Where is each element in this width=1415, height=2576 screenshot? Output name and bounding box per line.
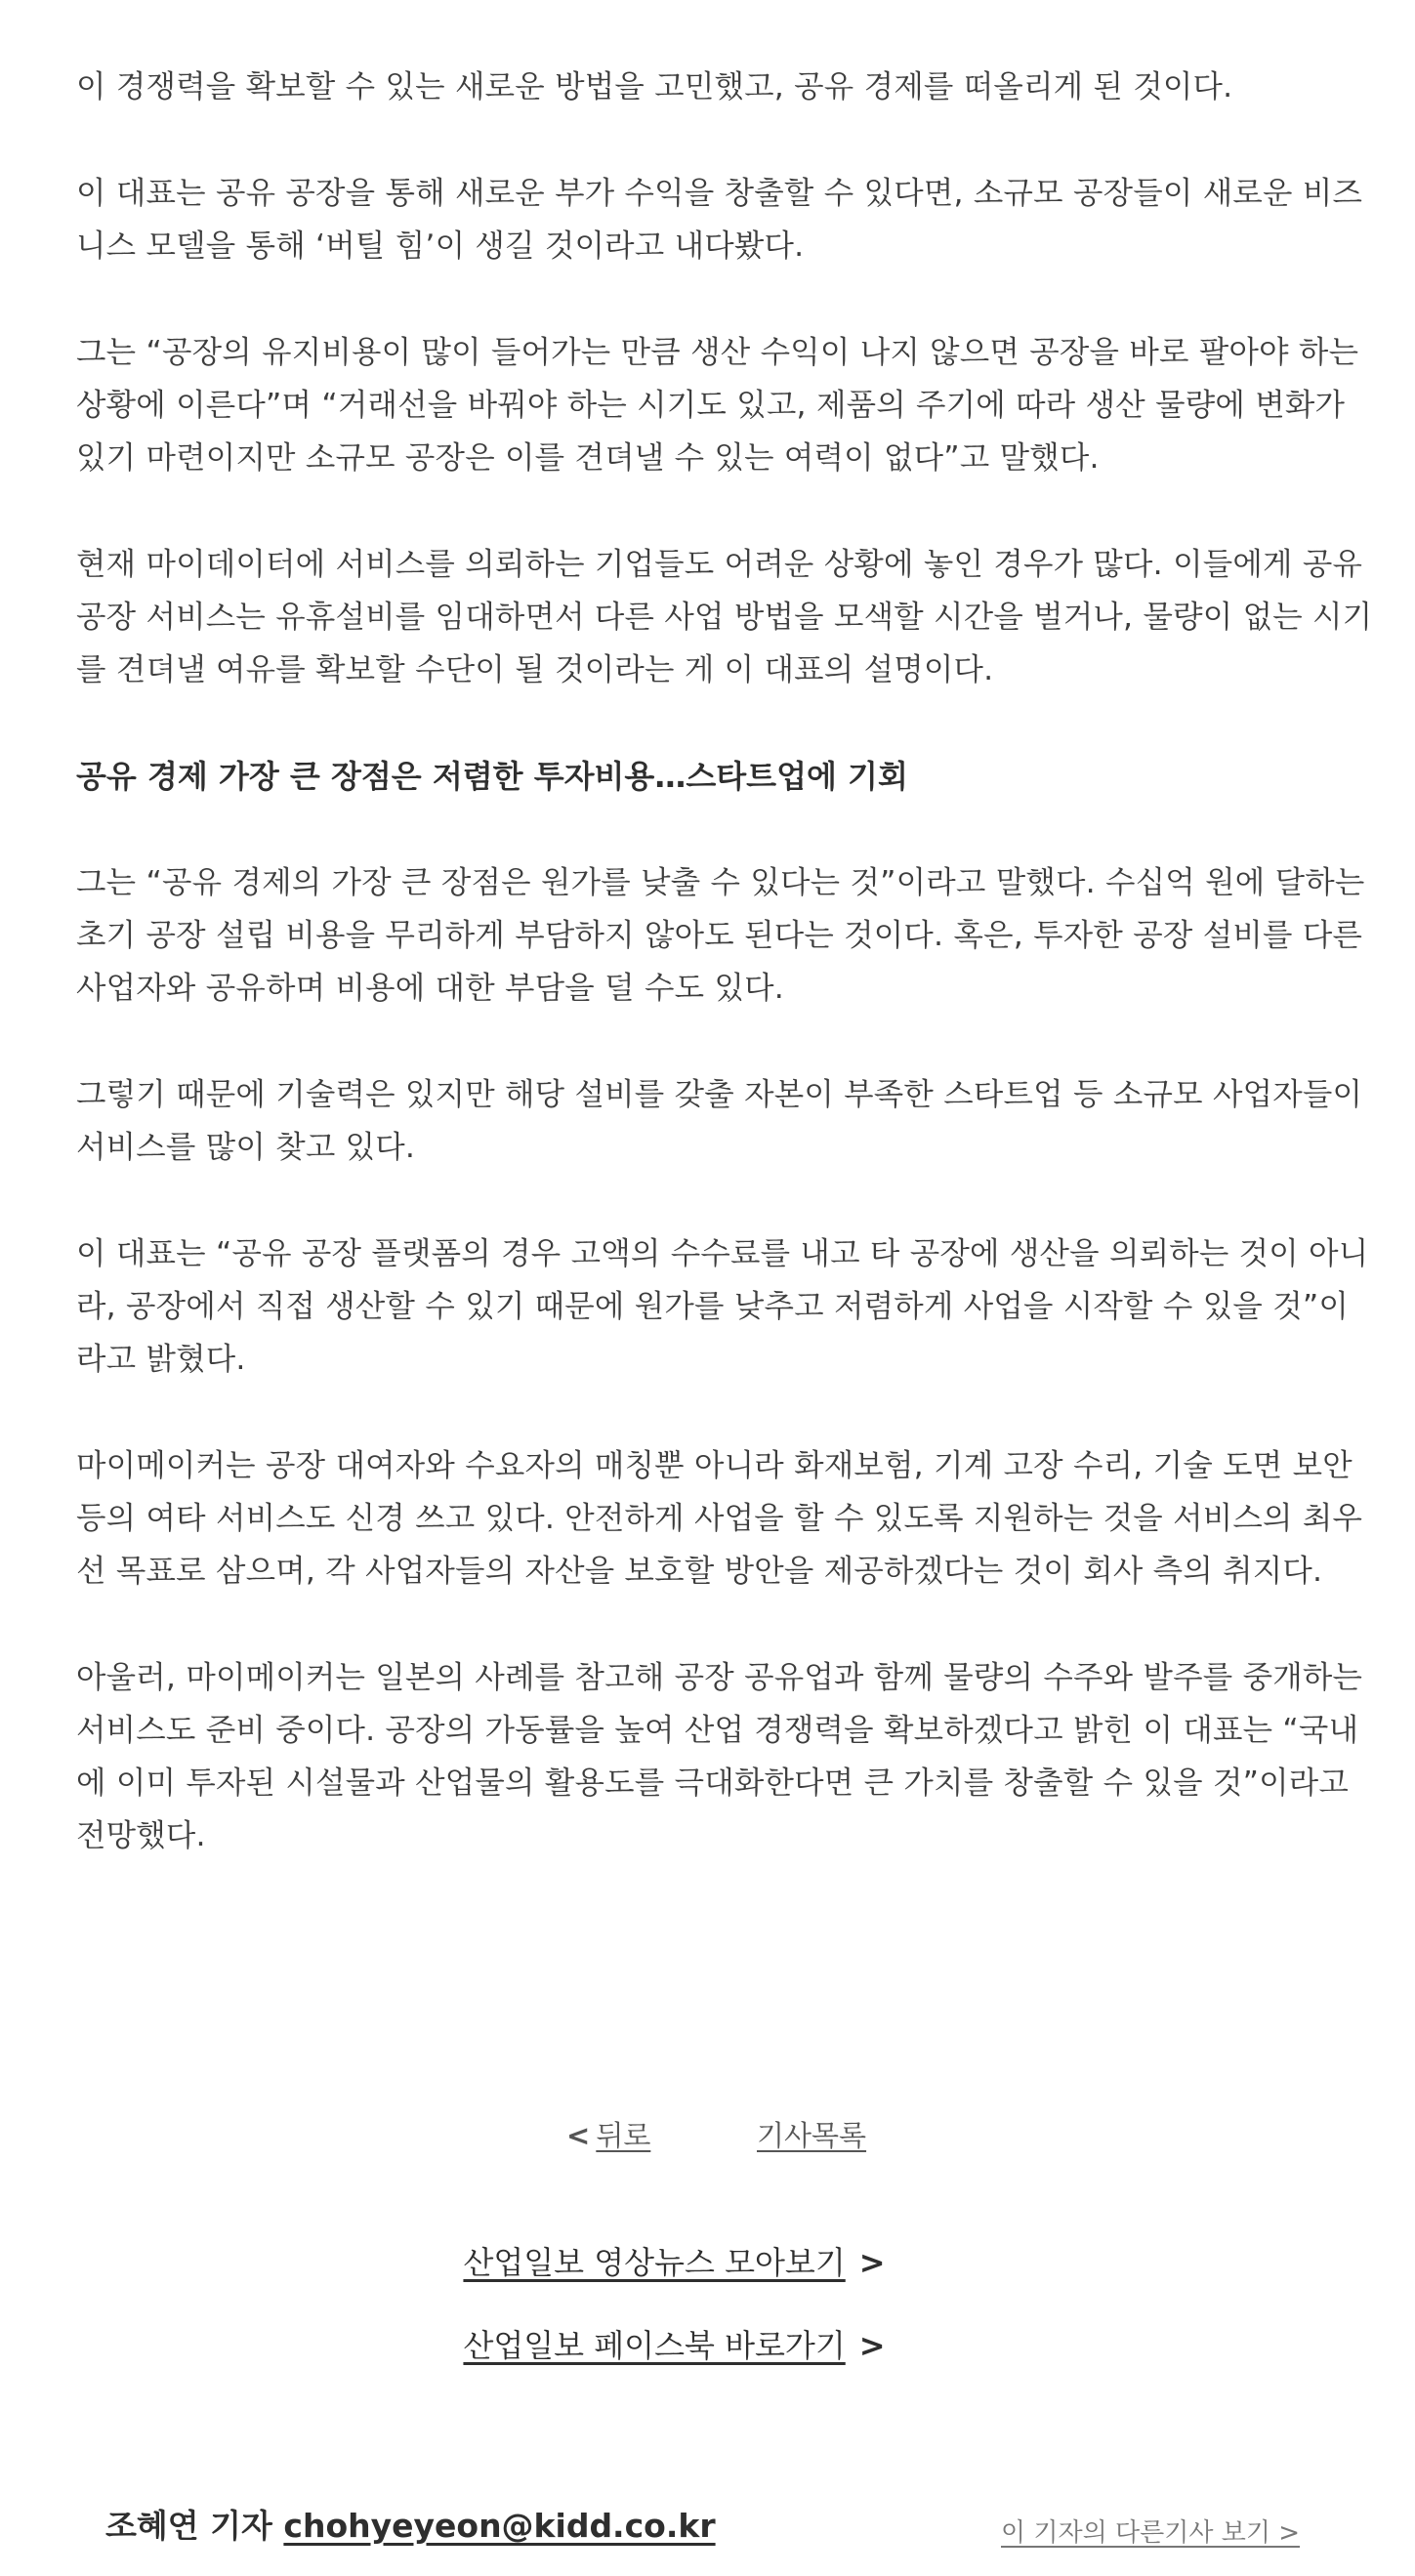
article-paragraph: 이 경쟁력을 확보할 수 있는 새로운 방법을 고민했고, 공유 경제를 떠올리게 된 것이다. bbox=[76, 69, 1233, 104]
video-news-link[interactable] bbox=[463, 2244, 845, 2281]
chevron-left-icon: < bbox=[566, 2119, 591, 2152]
article-paragraph: 그는 “공장의 유지비용이 많이 들어가는 만큼 생산 수익이 나지 않으면 공장을 바로 팔아야 하는 상황에 이른다”며 “거래선을 바꿔야 하는 시기도 있고, 제품의 주기에 따라 생산 물량에 변화가 있기 마련이지만 소규모 공장은 이를 견뎌낼 수 있는 여력이 없다”고 말했다. bbox=[76, 335, 1359, 476]
video-news-label: 산업일보 영상뉴스 모아보기 bbox=[463, 2244, 846, 2281]
article-subheading: 공유 경제 가장 큰 장점은 저렴한 투자비용…스타트업에 기회 bbox=[76, 758, 908, 795]
chevron-right-icon: > bbox=[858, 2327, 886, 2364]
article-paragraph: 현재 마이데이터에 서비스를 의뢰하는 기업들도 어려운 상황에 놓인 경우가 많다. 이들에게 공유 공장 서비스는 유휴설비를 임대하면서 다른 사업 방법을 모색할 시간을 벌거나, 물량이 없는 시기를 견뎌낼 여유를 확보할 수단이 될 것이라는 게 이 대표의 설명이다. bbox=[76, 547, 1373, 687]
facebook-label: 산업일보 페이스북 바로가기 bbox=[463, 2327, 846, 2364]
article-paragraph: 이 대표는 “공유 공장 플랫폼의 경우 고액의 수수료를 내고 타 공장에 생산을 의뢰하는 것이 아니라, 공장에서 직접 생산할 수 있기 때문에 원가를 낮추고 저렴하게 사업을 시작할 수 있을 것”이라고 밝혔다. bbox=[76, 1236, 1369, 1377]
facebook-link[interactable] bbox=[463, 2327, 845, 2364]
facebook-promo bbox=[0, 2319, 1382, 2372]
reporter-email-link[interactable]: chohyeyeon@kidd.co.kr bbox=[283, 2507, 716, 2545]
article-body bbox=[76, 61, 1375, 1916]
article-navigation bbox=[0, 2111, 1415, 2160]
video-news-promo bbox=[0, 2236, 1382, 2289]
article-paragraph: 그는 “공유 경제의 가장 큰 장점은 원가를 낮출 수 있다는 것”이라고 말했다. 수십억 원에 달하는 초기 공장 설립 비용을 무리하게 부담하지 않아도 된다는 것이다. 혹은, 투자한 공장 설비를 다른 사업자와 공유하며 비용에 대한 부담을 덜 수도 있다. bbox=[76, 865, 1365, 1006]
back-link-label: 뒤로 bbox=[596, 2119, 651, 2152]
article-paragraph: 마이메이커는 공장 대여자와 수요자의 매칭뿐 아니라 화재보험, 기계 고장 수리, 기술 도면 보안 등의 여타 서비스도 신경 쓰고 있다. 안전하게 사업을 할 수 있도록 지원하는 것을 서비스의 최우선 목표로 삼으며, 각 사업자들의 자산을 보호할 방안을 제공하겠다는 것이 회사 측의 취지다. bbox=[76, 1448, 1363, 1589]
article-paragraph: 이 대표는 공유 공장을 통해 새로운 부가 수익을 창출할 수 있다면, 소규모 공장들이 새로운 비즈니스 모델을 통해 ‘버틸 힘’이 생길 것이라고 내다봤다. bbox=[76, 176, 1363, 264]
article-paragraph: 그렇기 때문에 기술력은 있지만 해당 설비를 갖출 자본이 부족한 스타트업 등 소규모 사업자들이 서비스를 많이 찾고 있다. bbox=[76, 1077, 1363, 1165]
more-articles-link[interactable]: 이 기자의 다른기사 보기 > bbox=[1001, 2518, 1301, 2548]
chevron-right-icon: > bbox=[858, 2244, 886, 2281]
reporter-byline bbox=[105, 2500, 716, 2553]
article-paragraph: 아울러, 마이메이커는 일본의 사례를 참고해 공장 공유업과 함께 물량의 수주와 발주를 중개하는 서비스도 준비 중이다. 공장의 가동률을 높여 산업 경쟁력을 확보하겠다고 밝힌 이 대표는 “국내에 이미 투자된 시설물과 산업물의 활용도를 극대화한다면 큰 가치를 창출할 수 있을 것”이라고 전망했다. bbox=[76, 1660, 1363, 1853]
article-list-link[interactable]: 기사목록 bbox=[757, 2119, 867, 2152]
reporter-name: 조혜연 기자 bbox=[105, 2507, 272, 2545]
back-link[interactable] bbox=[566, 2111, 650, 2160]
